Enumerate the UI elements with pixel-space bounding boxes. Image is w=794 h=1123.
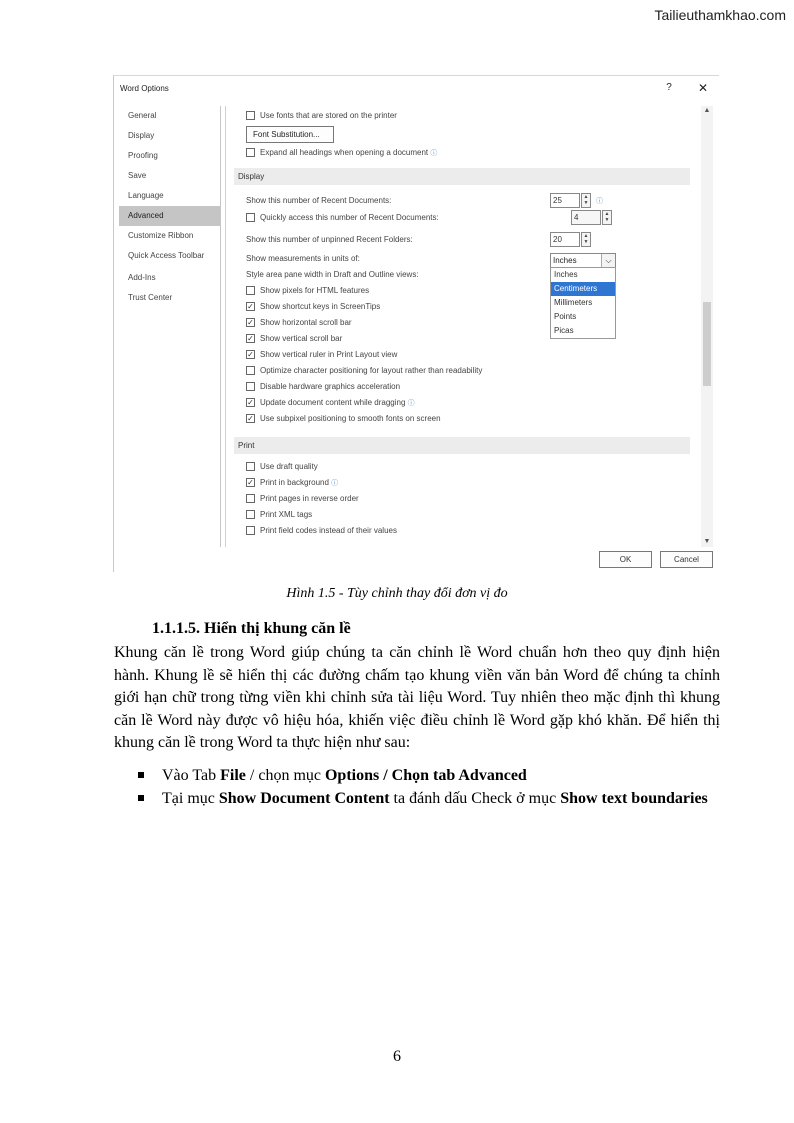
scroll-down-icon[interactable]: ▼ bbox=[703, 538, 711, 545]
show-vertical-ruler-checkbox[interactable]: ✓ bbox=[247, 350, 254, 359]
chevron-down-icon: ⌵ bbox=[601, 254, 615, 267]
print-xml-tags-checkbox[interactable] bbox=[246, 510, 255, 519]
print-xml-tags-label: Print XML tags bbox=[260, 510, 313, 519]
print-background-label: Print in background ⓘ bbox=[260, 478, 339, 487]
nav-item-customize-ribbon[interactable]: Customize Ribbon bbox=[128, 231, 194, 240]
unit-option-inches[interactable]: Inches bbox=[554, 270, 578, 279]
help-icon[interactable]: ? bbox=[666, 82, 672, 93]
print-background-checkbox[interactable]: ✓ bbox=[247, 478, 254, 487]
unit-option-points[interactable]: Points bbox=[554, 312, 577, 321]
ok-button[interactable]: OK bbox=[599, 551, 652, 568]
units-dropdown bbox=[550, 267, 616, 339]
draft-quality-checkbox[interactable] bbox=[246, 462, 255, 471]
bullet-square-icon bbox=[138, 795, 144, 801]
figure-caption: Hình 1.5 - Tùy chỉnh thay đổi đơn vị đo bbox=[286, 586, 508, 601]
units-select[interactable]: Inches ⌵ bbox=[550, 253, 616, 268]
section-heading: 1.1.1.5. Hiển thị khung căn lề bbox=[152, 620, 351, 637]
bullet-bold: Options / Chọn tab Advanced bbox=[324, 767, 527, 784]
info-icon: ⓘ bbox=[430, 150, 438, 157]
show-vertical-ruler-label: Show vertical ruler in Print Layout view bbox=[260, 350, 398, 359]
disable-hw-accel-label: Disable hardware graphics acceleration bbox=[260, 382, 401, 391]
show-horizontal-scroll-label: Show horizontal scroll bar bbox=[260, 318, 352, 327]
reverse-order-checkbox[interactable] bbox=[246, 494, 255, 503]
scroll-thumb[interactable] bbox=[703, 302, 711, 386]
quick-access-spinner[interactable]: ▲ ▼ bbox=[602, 210, 612, 225]
nav-item-advanced[interactable]: Advanced bbox=[119, 206, 220, 226]
nav-item-general[interactable]: General bbox=[128, 111, 157, 120]
quick-access-input[interactable]: 4 bbox=[571, 210, 601, 225]
show-vertical-scroll-checkbox[interactable]: ✓ bbox=[247, 334, 254, 343]
dialog-title: Word Options bbox=[120, 84, 169, 93]
font-substitution-button[interactable]: Font Substitution... bbox=[246, 126, 334, 143]
show-vertical-scroll-label: Show vertical scroll bar bbox=[260, 334, 343, 343]
info-icon: ⓘ bbox=[407, 400, 415, 407]
nav-item-trust-center[interactable]: Trust Center bbox=[128, 293, 173, 302]
optimize-positioning-label: Optimize character positioning for layout rather than readability bbox=[260, 366, 483, 375]
update-while-dragging-checkbox[interactable]: ✓ bbox=[247, 398, 254, 407]
subpixel-positioning-label: Use subpixel positioning to smooth fonts on screen bbox=[260, 414, 441, 423]
style-area-label: Style area pane width in Draft and Outline views: bbox=[246, 270, 419, 279]
draft-quality-label: Use draft quality bbox=[260, 462, 318, 471]
options-content bbox=[225, 106, 701, 547]
page-number: 6 bbox=[393, 1048, 401, 1065]
options-nav bbox=[119, 106, 221, 547]
scroll-up-icon[interactable]: ▲ bbox=[703, 107, 711, 114]
bullet-bold: File bbox=[220, 767, 246, 784]
bullet-square-icon bbox=[138, 772, 144, 778]
show-pixels-checkbox[interactable] bbox=[246, 286, 255, 295]
bullet-text: Vào Tab bbox=[162, 767, 221, 784]
show-shortcut-keys-checkbox[interactable]: ✓ bbox=[247, 302, 254, 311]
quick-access-checkbox[interactable] bbox=[246, 213, 255, 222]
show-pixels-label: Show pixels for HTML features bbox=[260, 286, 370, 295]
bullet-text: Tại mục bbox=[162, 790, 219, 807]
bullet-text: / chọn mục bbox=[245, 767, 325, 784]
content-scrollbar[interactable] bbox=[701, 106, 713, 547]
nav-item-save[interactable]: Save bbox=[128, 171, 147, 180]
update-while-dragging-label: Update document content while dragging ⓘ bbox=[260, 398, 415, 407]
reverse-order-label: Print pages in reverse order bbox=[260, 494, 359, 503]
recent-docs-label: Show this number of Recent Documents: bbox=[246, 196, 392, 205]
nav-item-language[interactable]: Language bbox=[128, 191, 164, 200]
recent-docs-input[interactable]: 25 bbox=[550, 193, 580, 208]
recent-docs-spinner[interactable]: ▲ ▼ bbox=[581, 193, 591, 208]
watermark: Tailieuthamkhao.com bbox=[654, 7, 786, 23]
nav-item-quick-access-toolbar[interactable]: Quick Access Toolbar bbox=[128, 251, 205, 260]
recent-folders-label: Show this number of unpinned Recent Folders: bbox=[246, 235, 413, 244]
section-print: Print bbox=[234, 437, 690, 454]
recent-folders-input[interactable]: 20 bbox=[550, 232, 580, 247]
bullet-text: ta đánh dấu Check ở mục bbox=[389, 790, 561, 807]
dialog-titlebar bbox=[114, 76, 720, 102]
bullet-bold: Show Document Content bbox=[218, 790, 390, 807]
nav-item-add-ins[interactable]: Add-Ins bbox=[128, 273, 156, 282]
cancel-button[interactable]: Cancel bbox=[660, 551, 713, 568]
close-icon[interactable]: ✕ bbox=[697, 81, 709, 95]
field-codes-label: Print field codes instead of their values bbox=[260, 526, 397, 535]
use-printer-fonts-checkbox[interactable] bbox=[246, 111, 255, 120]
quick-access-label: Quickly access this number of Recent Documents: bbox=[260, 213, 439, 222]
optimize-positioning-checkbox[interactable] bbox=[246, 366, 255, 375]
bullet-list bbox=[138, 764, 720, 810]
expand-headings-label: Expand all headings when opening a document ⓘ bbox=[260, 148, 438, 157]
info-icon: ⓘ bbox=[331, 480, 339, 487]
show-horizontal-scroll-checkbox[interactable]: ✓ bbox=[247, 318, 254, 327]
body-paragraph: Khung căn lề trong Word giúp chúng ta căn chỉnh lề Word chuẩn hơn theo quy định hiện hành. Khung lề sẽ hiển thị các đường chấm tạo khung viền văn bản Word để chúng ta chỉnh giới hạn chữ trong từng viền khi chỉnh sửa tài liệu Word. Tuy nhiên theo mặc định thì khung căn lề Word này được vô hiệu hóa, khiến việc điều chỉnh lề Word gặp khó khăn. Để hiển thị khung căn lề trong Word ta thực hiện như sau: bbox=[114, 644, 720, 751]
expand-headings-checkbox[interactable] bbox=[246, 148, 255, 157]
show-shortcut-keys-label: Show shortcut keys in ScreenTips bbox=[260, 302, 381, 311]
word-options-dialog bbox=[113, 75, 719, 572]
units-label: Show measurements in units of: bbox=[246, 254, 360, 263]
disable-hw-accel-checkbox[interactable] bbox=[246, 382, 255, 391]
nav-item-proofing[interactable]: Proofing bbox=[128, 151, 158, 160]
list-item bbox=[138, 787, 720, 810]
use-printer-fonts-label: Use fonts that are stored on the printer bbox=[260, 111, 397, 120]
unit-option-millimeters[interactable]: Millimeters bbox=[554, 298, 593, 307]
subpixel-positioning-checkbox[interactable]: ✓ bbox=[247, 414, 254, 423]
unit-option-centimeters[interactable]: Centimeters bbox=[551, 282, 615, 296]
field-codes-checkbox[interactable] bbox=[246, 526, 255, 535]
unit-option-picas[interactable]: Picas bbox=[554, 326, 574, 335]
recent-folders-spinner[interactable]: ▲ ▼ bbox=[581, 232, 591, 247]
list-item bbox=[138, 764, 720, 787]
nav-item-display[interactable]: Display bbox=[128, 131, 155, 140]
section-display: Display bbox=[234, 168, 690, 185]
bullet-bold: Show text boundaries bbox=[560, 790, 708, 807]
info-icon: ⓘ bbox=[596, 198, 603, 205]
